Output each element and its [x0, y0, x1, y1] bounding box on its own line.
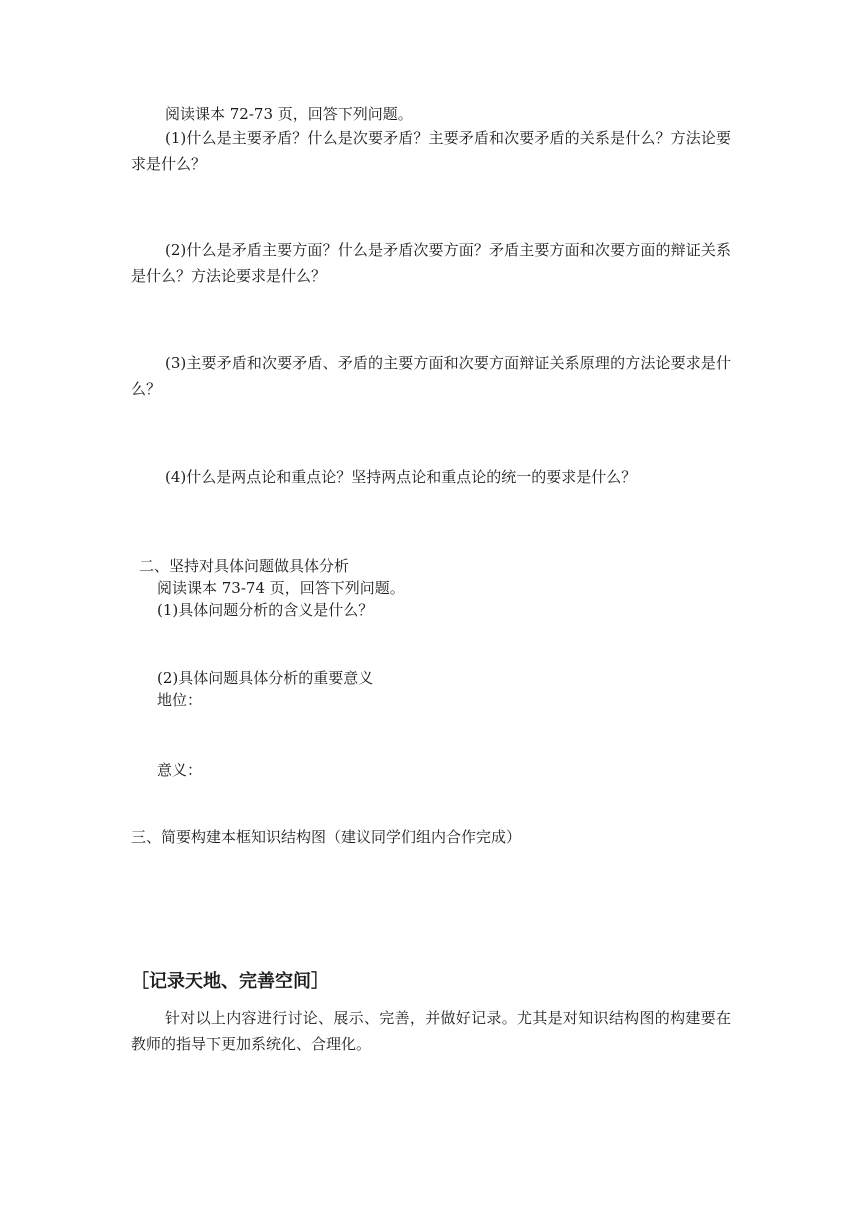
question-2: (2)什么是矛盾主要方面？什么是矛盾次要方面？矛盾主要方面和次要方面的辩证关系是什么？方法论要求是什么？	[131, 241, 731, 285]
question-3: (3)主要矛盾和次要矛盾、矛盾的主要方面和次要方面辩证关系原理的方法论要求是什么？	[131, 354, 731, 398]
part2-question-1: (1)具体问题分析的含义是什么？	[157, 601, 374, 619]
meaning-label: 意义：	[157, 761, 203, 779]
record-heading: ［记录天地、完善空间］	[131, 971, 329, 992]
record-text: 针对以上内容进行讨论、展示、完善，并做好记录。尤其是对知识结构图的构建要在教师的指导下更加系统化、合理化。	[131, 1009, 731, 1053]
question-4: (4)什么是两点论和重点论？坚持两点论和重点论的统一的要求是什么？	[165, 468, 637, 486]
part2-intro: 阅读课本 73-74 页，回答下列问题。	[157, 579, 405, 597]
part2-question-2: (2)具体问题具体分析的重要意义	[157, 669, 374, 687]
status-label: 地位：	[157, 691, 203, 709]
part1-intro: 阅读课本 72-73 页，回答下列问题。	[165, 105, 413, 123]
question-1: (1)什么是主要矛盾？什么是次要矛盾？主要矛盾和次要矛盾的关系是什么？方法论要求是什么？	[131, 129, 731, 173]
section-2-heading: 二、坚持对具体问题做具体分析	[139, 557, 350, 575]
section-3-heading: 三、简要构建本框知识结构图（建议同学们组内合作完成）	[131, 828, 522, 846]
